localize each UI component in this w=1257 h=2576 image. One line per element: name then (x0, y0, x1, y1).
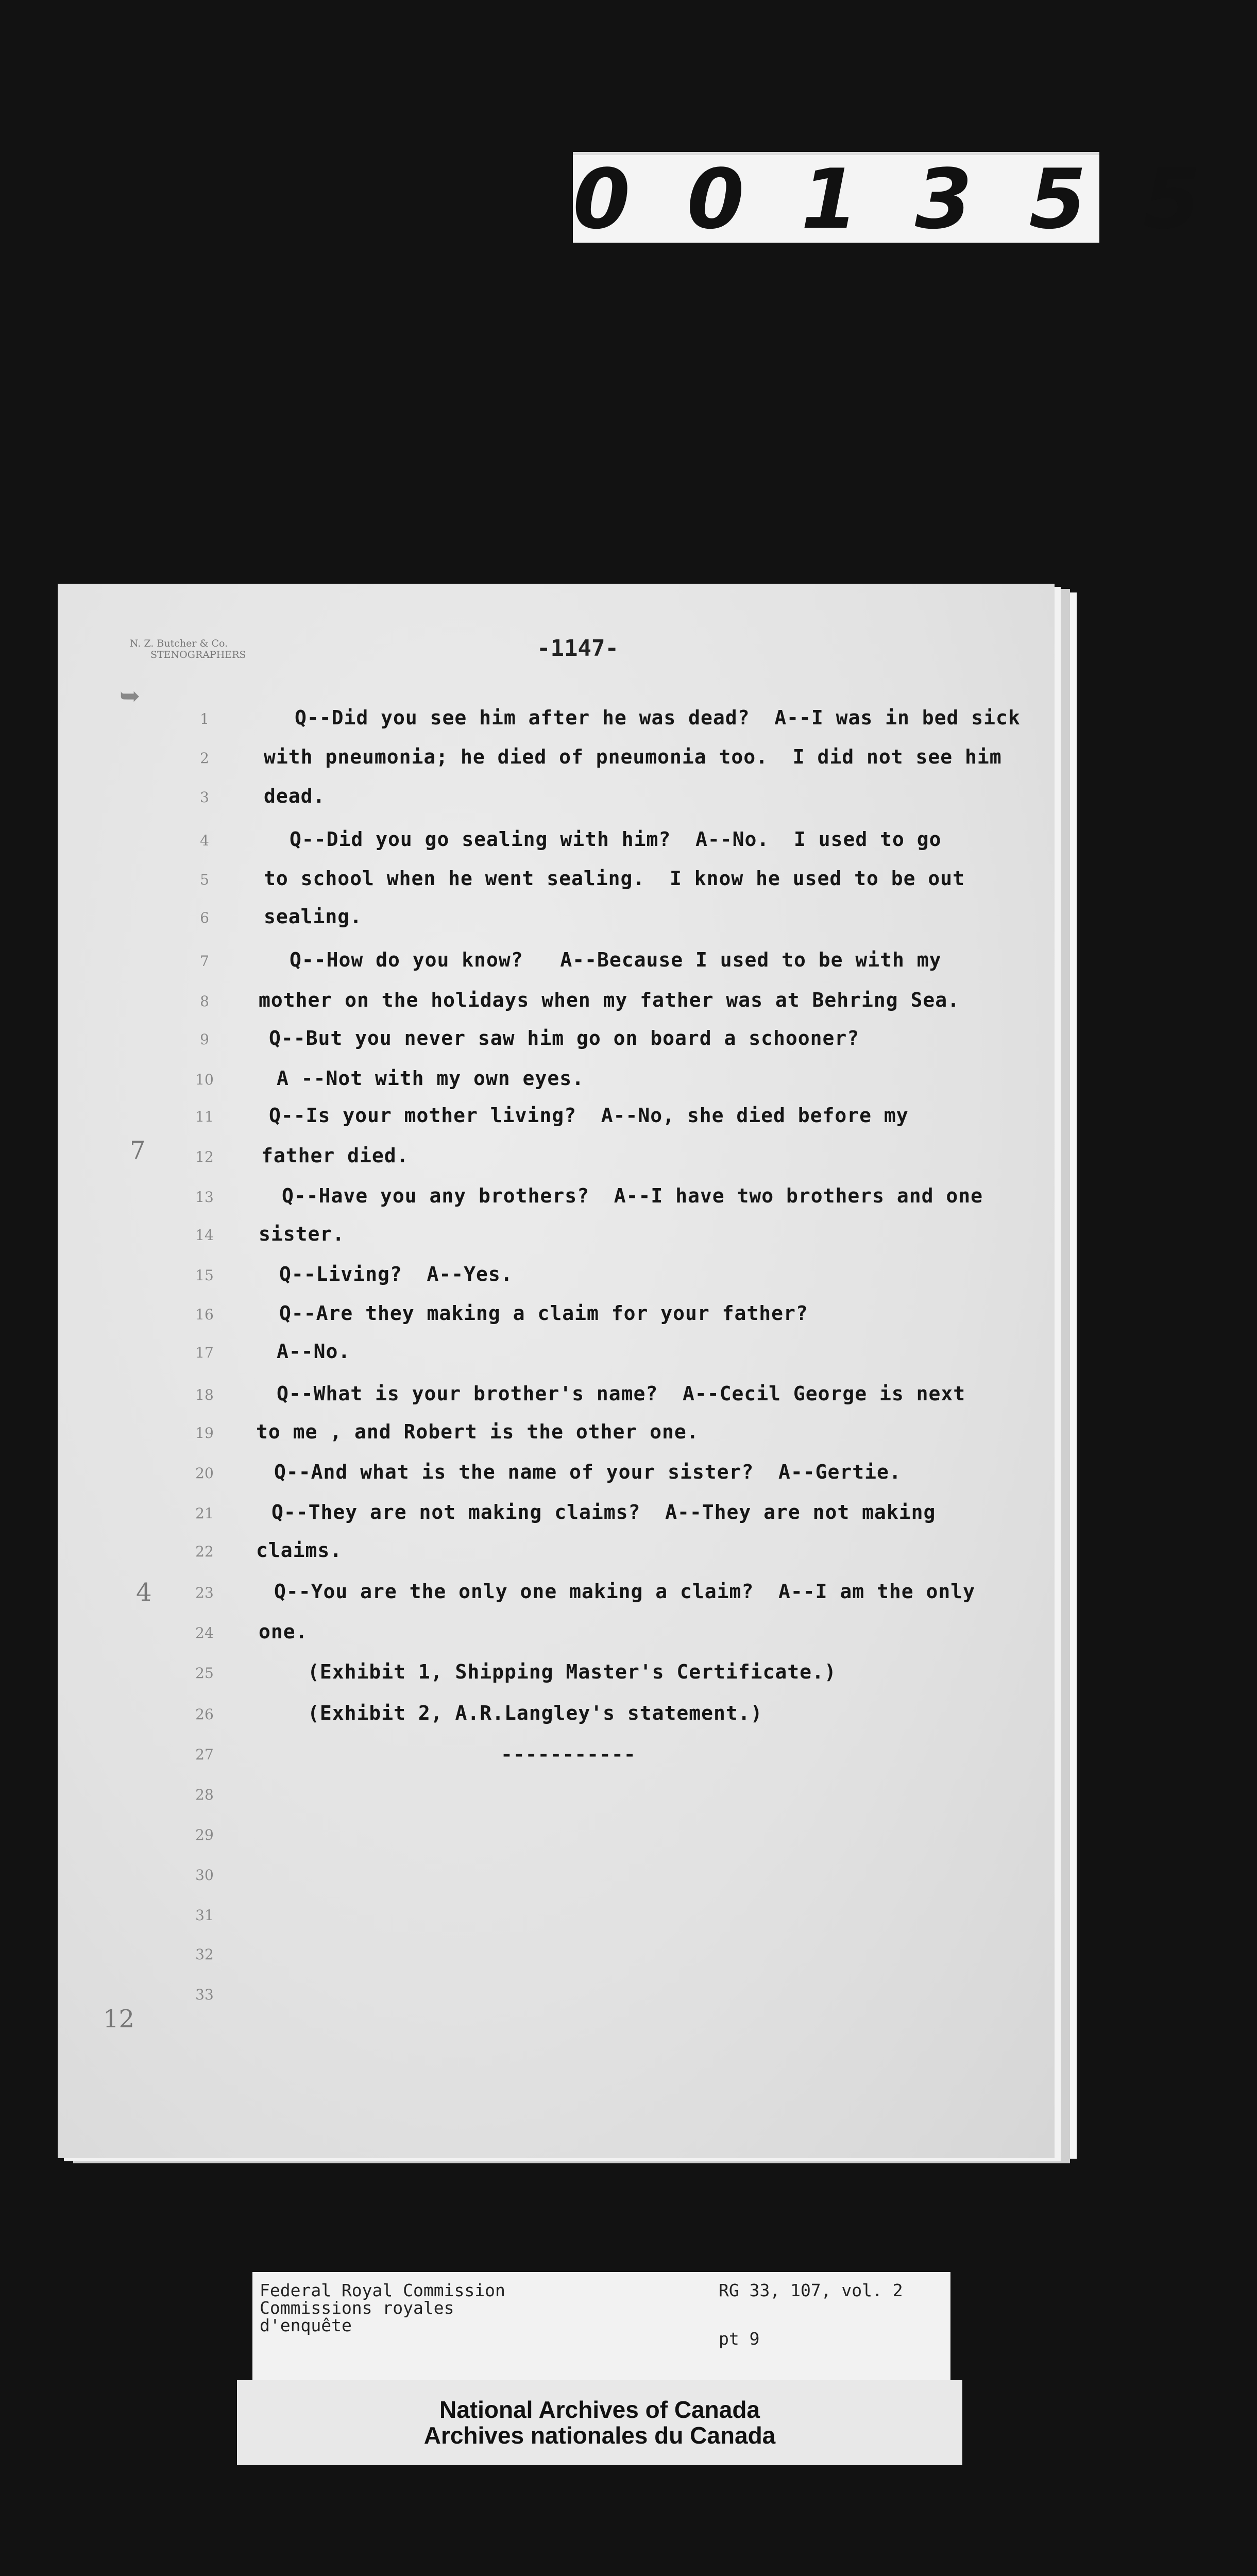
line-number: 3 (200, 789, 209, 806)
line-number: 14 (195, 1227, 214, 1244)
line-number: 26 (195, 1706, 214, 1723)
line-number: 27 (195, 1746, 214, 1763)
transcript-line: Q--How do you know? A--Because I used to be with my (290, 948, 942, 971)
line-number: 25 (195, 1665, 214, 1682)
line-number: 4 (200, 832, 209, 849)
line-number: 20 (195, 1465, 214, 1482)
transcript-line: Q--You are the only one making a claim? A--I am the only (274, 1580, 976, 1603)
transcript-line: Q--Did you go sealing with him? A--No. I used to go (290, 828, 942, 851)
line-number: 11 (195, 1108, 214, 1125)
transcript-line: Q--They are not making claims? A--They are not making (271, 1501, 936, 1523)
line-number: 33 (195, 1986, 214, 2003)
transcript-line: one. (259, 1620, 308, 1643)
line-number: 29 (195, 1826, 214, 1843)
archive-reference-card (252, 2272, 950, 2380)
line-number: 15 (195, 1267, 214, 1284)
line-number: 6 (200, 909, 209, 926)
line-number: 7 (200, 953, 209, 970)
line-number: 13 (195, 1189, 214, 1206)
line-number: 8 (200, 993, 209, 1010)
transcript-page (58, 584, 1055, 2158)
transcript-line: Q--Are they making a claim for your father? (279, 1302, 808, 1325)
transcript-line: dead. (264, 785, 326, 807)
line-number: 32 (195, 1946, 214, 1963)
margin-mark: 4 (136, 1578, 152, 1607)
transcript-line: sister. (259, 1223, 345, 1245)
stenographer-firm (130, 638, 246, 660)
frame-number: 001355 (573, 150, 1257, 247)
record-part: pt 9 (719, 2329, 760, 2349)
transcript-line: to school when he went sealing. I know he used to be out (264, 867, 965, 890)
transcript-line: mother on the holidays when my father was at Behring Sea. (259, 989, 960, 1011)
firm-name: N. Z. Butcher & Co. (130, 638, 228, 649)
commission-name-en: Federal Royal Commission (260, 2280, 505, 2300)
transcript-line: Q--Have you any brothers? A--I have two brothers and one (282, 1184, 983, 1207)
transcript-line: Q--Did you see him after he was dead? A--I was in bed sick (295, 706, 1021, 729)
margin-mark: 7 (130, 1136, 146, 1165)
transcript-line: Q--But you never saw him go on board a schooner? (269, 1027, 860, 1049)
transcript-line: sealing. (264, 905, 363, 928)
transcript-line: claims. (256, 1539, 343, 1562)
line-number: 1 (200, 710, 209, 727)
transcript-line: A--No. (277, 1340, 351, 1363)
line-number: 31 (195, 1907, 214, 1924)
margin-arrow-mark: ➥ (120, 682, 141, 710)
line-number: 19 (195, 1425, 214, 1442)
transcript-line: Q--What is your brother's name? A--Cecil George is next (277, 1382, 966, 1405)
line-number: 23 (195, 1584, 214, 1601)
line-number: 28 (195, 1786, 214, 1803)
transcript-line: Q--Living? A--Yes. (279, 1263, 513, 1285)
record-reference: RG 33, 107, vol. 2 (719, 2280, 903, 2300)
line-number: 10 (195, 1071, 214, 1088)
line-number: 17 (195, 1344, 214, 1361)
line-number: 22 (195, 1543, 214, 1560)
transcript-line: (Exhibit 1, Shipping Master's Certificate.) (308, 1660, 837, 1683)
archive-name-fr: Archives nationales du Canada (423, 2422, 776, 2449)
line-number: 2 (200, 750, 209, 767)
archive-name-card (237, 2380, 962, 2465)
line-number: 18 (195, 1386, 214, 1403)
transcript-line: with pneumonia; he died of pneumonia too. I did not see him (264, 745, 1002, 768)
line-number: 21 (195, 1505, 214, 1522)
commission-name-fr-2: d'enquête (260, 2315, 352, 2335)
commission-name-fr: Commissions royales (260, 2298, 454, 2318)
closing-divider: ----------- (501, 1743, 636, 1766)
transcript-line: Q--And what is the name of your sister? A--Gertie. (274, 1461, 902, 1483)
transcript-line: A --Not with my own eyes. (277, 1067, 584, 1090)
line-number: 9 (200, 1031, 209, 1048)
line-number: 16 (195, 1306, 214, 1323)
line-number: 30 (195, 1867, 214, 1884)
line-number: 12 (195, 1148, 214, 1165)
margin-mark: 12 (103, 2005, 135, 2033)
transcript-line: to me , and Robert is the other one. (256, 1420, 699, 1443)
firm-subtitle: STENOGRAPHERS (150, 649, 246, 660)
line-number: 24 (195, 1624, 214, 1641)
transcript-line: father died. (261, 1144, 409, 1167)
transcript-line: Q--Is your mother living? A--No, she died before my (269, 1104, 909, 1127)
page-number: -1147- (537, 635, 619, 662)
transcript-line: (Exhibit 2, A.R.Langley's statement.) (308, 1702, 763, 1724)
archive-name-en: National Archives of Canada (439, 2396, 760, 2423)
line-number: 5 (200, 871, 209, 888)
frame-number-strip (573, 150, 1257, 247)
